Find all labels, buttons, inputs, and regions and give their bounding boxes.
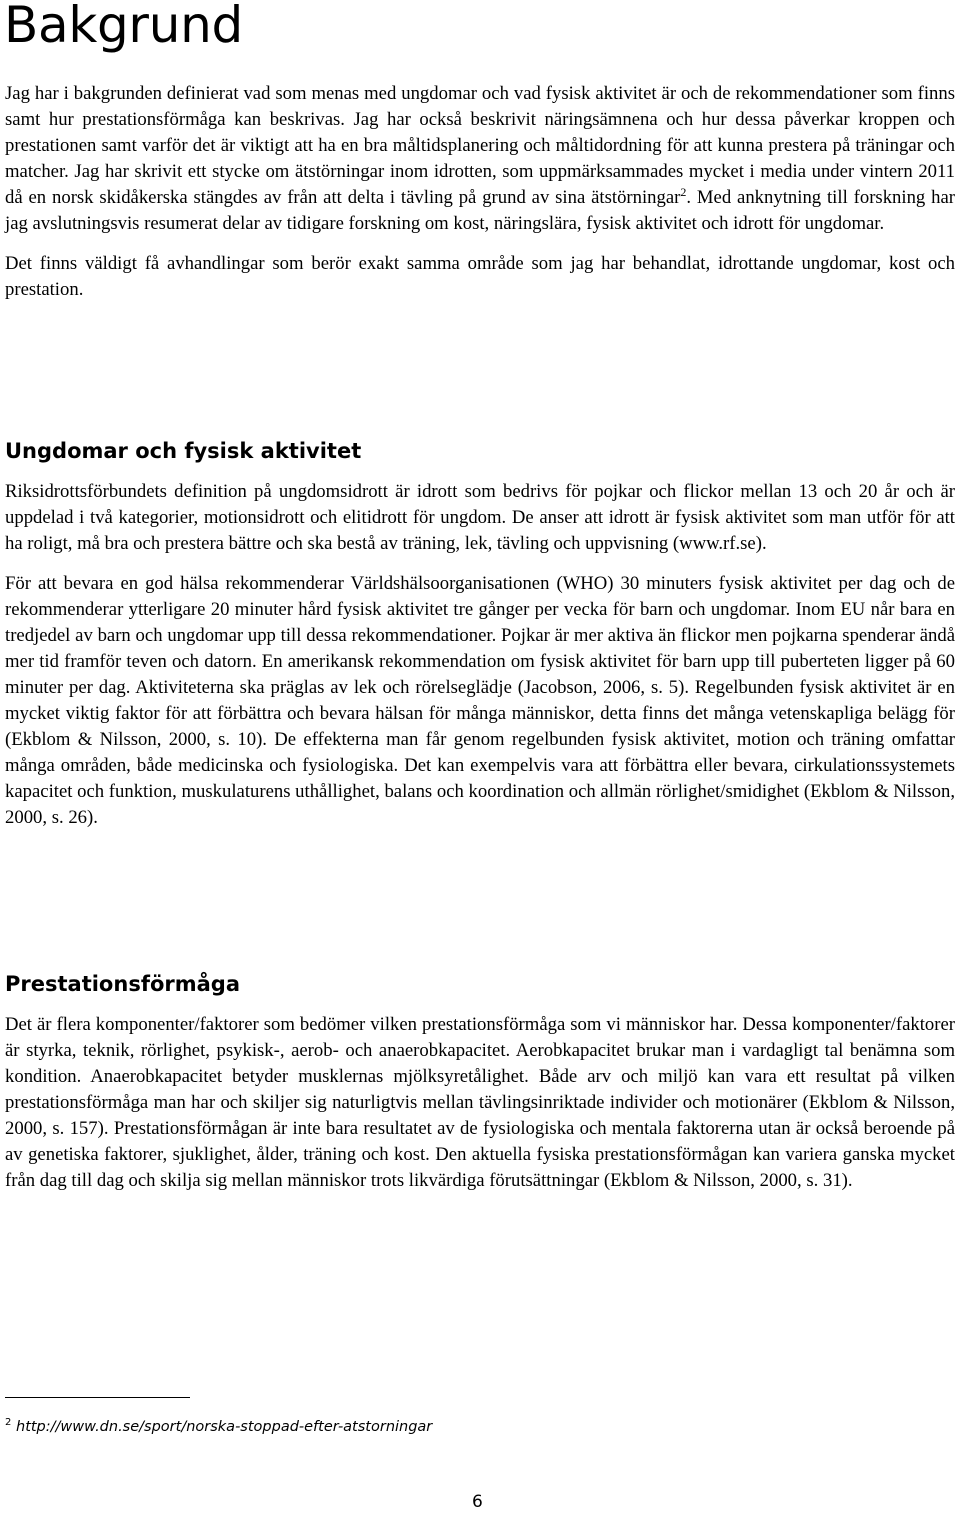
youth-paragraph-1: Riksidrottsförbundets definition på ungdomsidrott är idrott som bedrivs för pojkar och flickor mellan 13 och 20 år och är uppdelad i två kategorier, motionsidrott och elitidrott för ungdom. De anser att idrott är fysisk aktivitet som man utför för att ha roligt, må bra och prestera bättre och ska bestå av träning, lek, tävling och uppvisning (www.rf.se). <box>5 481 955 554</box>
intro-section <box>5 81 955 303</box>
footnote-reference[interactable]: 2 <box>680 185 687 199</box>
page-title: Bakgrund <box>4 0 243 54</box>
performance-section <box>5 1012 955 1194</box>
footnote-link[interactable]: http://www.dn.se/sport/norska-stoppad-efter-atstorningar <box>16 1419 433 1435</box>
intro-paragraph <box>5 81 955 237</box>
section-heading-youth: Ungdomar och fysisk aktivitet <box>5 439 362 463</box>
youth-paragraph-2: För att bevara en god hälsa rekommenderar Världshälsoorganisationen (WHO) 30 minuters fysisk aktivitet per dag och de rekommenderar ytterligare 20 minuter hård fysisk aktivitet tre gånger per vecka för barn och ungdomar. Inom EU når bara en tredjedel av barn och ungdomar upp till dessa rekommendationer. Pojkar är mer aktiva än flickor men pojkarna spenderar ändå mer tid framför teven och datorn. En amerikansk rekommendation om fysisk aktivitet för barn upp till puberteten ligger på 60 minuter per dag. Aktiviteterna ska präglas av lek och rörelseglädje (Jacobson, 2006, s. 5). Regelbunden fysisk aktivitet är en mycket viktig faktor för att förbättra och bevara hälsan för många människor, detta finns det många vetenskapliga belägg för (Ekblom & Nilsson, 2000, s. 10). De effekterna man får genom regelbunden fysisk aktivitet, motion och träning omfattar många områden, både medicinska och fysiologiska. Det kan exempelvis vara att förbättra eller bevara, cirkulationssystemets kapacitet och funktion, muskulaturens uthållighet, balans och koordination och allmän rörlighet/smidighet (Ekblom & Nilsson, 2000, s. 26). <box>5 573 955 828</box>
section-heading-performance: Prestationsförmåga <box>5 972 240 996</box>
intro-paragraph-text: Jag har i bakgrunden definierat vad som menas med ungdomar och vad fysisk aktivitet är och de rekommendationer som finns samt hur prestationsförmåga kan beskrivas. Jag har också beskrivit näringsämnena och hur dessa påverkar kroppen och prestationen samt varför det är viktigt att ha en bra måltidsplanering och måltidordning för att kunna prestera på träningar och matcher. Jag har skrivit ett stycke om ätstörningar inom idrotten, som uppmärksammades mycket i media under vintern 2011 då en norsk skidåkerska stängdes av från att delta i tävling på grund av sina ätstörningar <box>5 83 955 208</box>
page-number: 6 <box>472 1492 483 1512</box>
youth-section <box>5 479 955 831</box>
performance-paragraph: Det är flera komponenter/faktorer som bedömer vilken prestationsförmåga som vi människor har. Dessa komponenter/faktorer är styrka, teknik, rörlighet, psykisk-, aerob- och anaerobkapacitet. Aerobkapacitet brukar man i vardagligt tal benämna som kondition. Anaerobkapacitet betyder musklernas mjölksyretålighet. Både arv och miljö kan vara ett resultat på vilken prestationsförmåga man har och skiljer sig naturligtvis mellan tävlingsinriktade individer och motionärer (Ekblom & Nilsson, 2000, s. 157). Prestationsförmågan är inte bara resultatet av de fysiologiska och mentala faktorerna utan är också beroende på av genetiska faktorer, sjuklighet, ålder, träning och kost. Den aktuella fysiska prestationsförmågan kan variera ganska mycket från dag till dag och skilja sig mellan människor trots likvärdiga förutsättningar (Ekblom & Nilsson, 2000, s. 31). <box>5 1014 955 1191</box>
footnote: 2 http://www.dn.se/sport/norska-stoppad-efter-atstorningar <box>5 1417 433 1435</box>
intro-paragraph-continuation: . Med anknytning till forskning har jag avslutningsvis resumerat delar av tidigare forskning om kost, näringslära, fysisk aktivitet och idrott för ungdomar. <box>5 187 955 234</box>
intro-paragraph-2: Det finns väldigt få avhandlingar som berör exakt samma område som jag har behandlat, idrottande ungdomar, kost och prestation. <box>5 253 955 300</box>
footnote-divider <box>5 1397 190 1398</box>
